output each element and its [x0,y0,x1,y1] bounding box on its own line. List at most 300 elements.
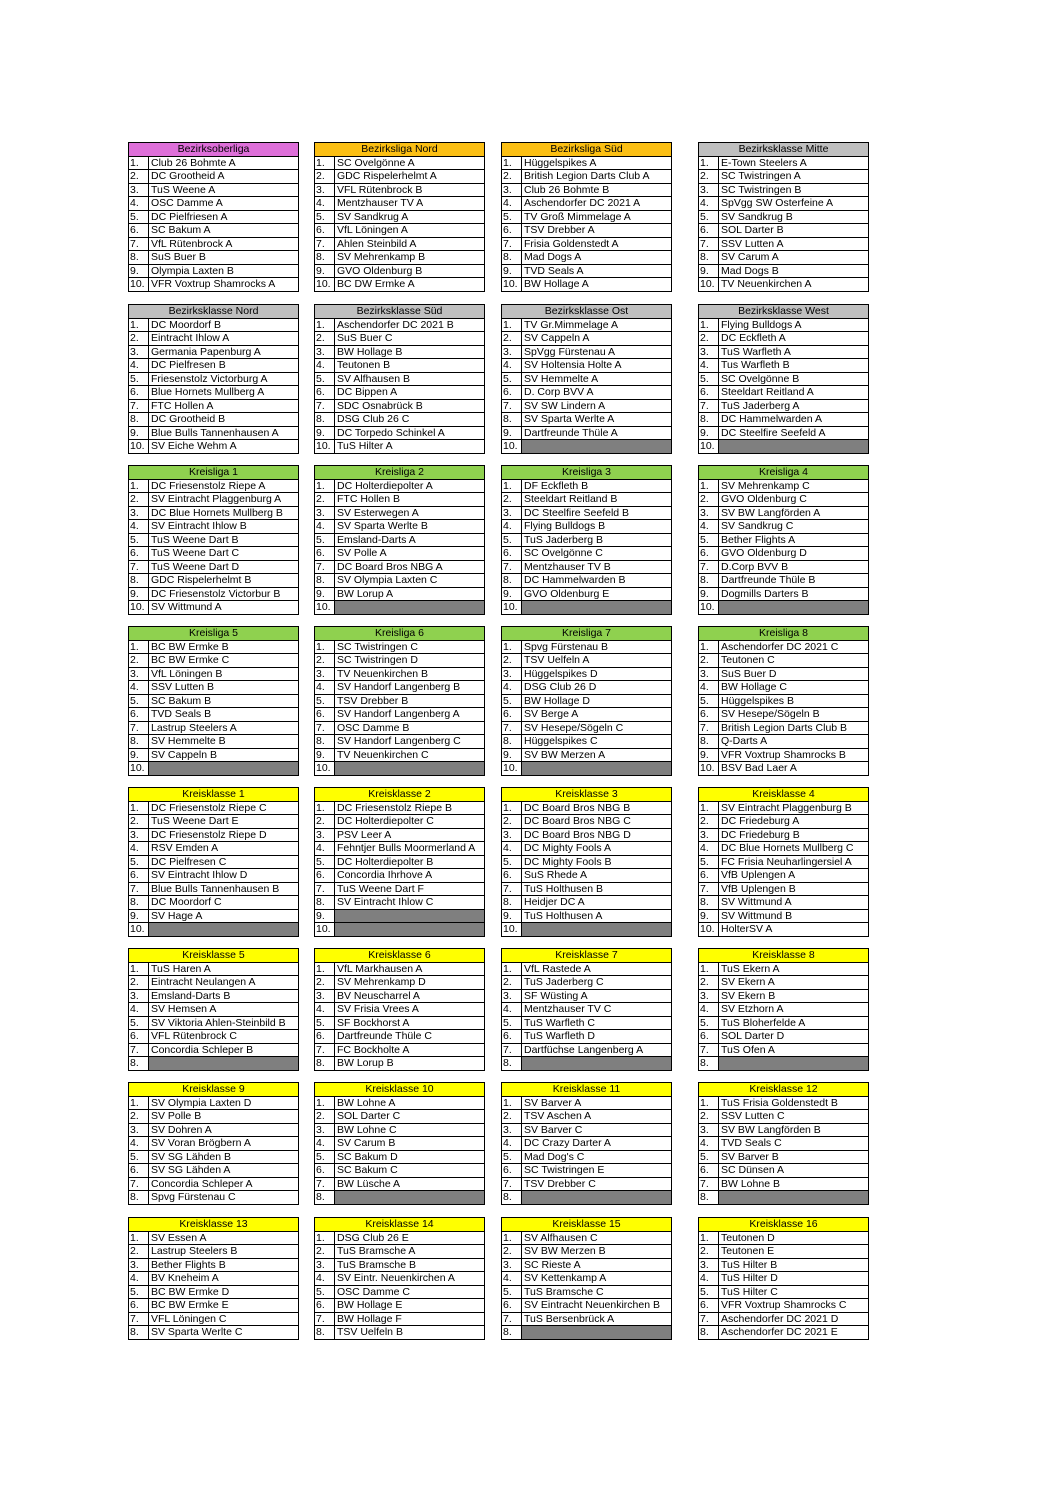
team-row [315,748,485,762]
team-name: TSV Drebber B [335,694,485,708]
team-row [315,318,485,332]
team-name: DC Steelfire Seefeld B [522,506,672,520]
team-name: Spvg Fürstenau C [149,1191,299,1205]
team-row [699,547,869,561]
team-name: Dartfreunde Thüle B [719,574,869,588]
team-row [699,896,869,910]
team-name: SuS Buer B [149,251,299,265]
rank-number: 8. [699,574,719,588]
team-row [129,882,299,896]
rank-number: 6. [129,547,149,561]
team-name: SC Ovelgönne A [335,156,485,170]
rank-number: 1. [699,640,719,654]
team-name: SV Alfhausen B [335,372,485,386]
team-name: SV BW Langförden A [719,506,869,520]
league-title: Bezirksklasse Süd [315,305,485,319]
team-row [502,667,672,681]
team-name: Concordia Ihrhove A [335,869,485,883]
team-name: SpVgg Fürstenau A [522,345,672,359]
team-name: DC Grootheid B [149,413,299,427]
team-name: GDC Rispelerhelmt A [335,170,485,184]
rank-number: 1. [315,962,335,976]
rank-number: 1. [315,801,335,815]
league-table [501,1217,672,1340]
team-row [129,1258,299,1272]
team-name: VfL Rütenbrock A [149,237,299,251]
team-name: SF Wüsting A [522,989,672,1003]
team-name: GVO Oldenburg C [719,493,869,507]
team-name: GVO Oldenburg B [335,264,485,278]
rank-number: 8. [315,574,335,588]
team-name: TVD Seals B [149,708,299,722]
team-name: Lastrup Steelers B [149,1245,299,1259]
team-row [315,762,485,776]
team-row [502,801,672,815]
rank-number: 8. [699,251,719,265]
team-row [502,547,672,561]
rank-number: 10. [315,923,335,937]
team-name: DC Grootheid A [149,170,299,184]
team-name: D. Corp BVV A [522,386,672,400]
team-name: SV Hemmelte A [522,372,672,386]
team-name: SV Wittmund A [719,896,869,910]
team-name: SOL Darter D [719,1030,869,1044]
team-row [129,1285,299,1299]
team-name: Germania Papenburg A [149,345,299,359]
team-row [699,882,869,896]
team-name: DC Holterdiepolter B [335,855,485,869]
rank-number: 10. [502,601,522,615]
rank-number: 10. [129,440,149,454]
league-title: Bezirksklasse Ost [502,305,672,319]
team-row [129,1096,299,1110]
rank-number: 7. [315,399,335,413]
rank-number: 7. [699,399,719,413]
team-name: DC Friesenstolz Riepe B [335,801,485,815]
rank-number: 1. [129,962,149,976]
team-row [129,318,299,332]
rank-number: 2. [699,654,719,668]
team-name: Teutonen C [719,654,869,668]
team-row [699,1123,869,1137]
league-title: Kreisliga 7 [502,627,672,641]
rank-number: 7. [502,237,522,251]
rank-number: 4. [315,359,335,373]
rank-number: 2. [699,1245,719,1259]
team-row [315,1003,485,1017]
rank-number: 8. [129,574,149,588]
rank-number: 9. [502,909,522,923]
rank-number: 6. [129,1299,149,1313]
team-name: SuS Rhede A [522,869,672,883]
team-row [129,896,299,910]
team-row [502,1030,672,1044]
team-row [129,1299,299,1313]
team-name: TSV Uelfeln B [335,1326,485,1340]
team-row [699,801,869,815]
rank-number: 3. [315,667,335,681]
team-name: VFL Rütenbrock C [149,1030,299,1044]
team-name: SV Frisia Vrees A [335,1003,485,1017]
team-row [699,1016,869,1030]
rank-number: 8. [699,896,719,910]
team-name: TuS Jaderberg C [522,976,672,990]
rank-number: 1. [129,479,149,493]
team-row [699,1057,869,1071]
team-row [315,224,485,238]
rank-number: 5. [699,533,719,547]
rank-number: 3. [502,183,522,197]
team-row [315,1016,485,1030]
team-row [502,1096,672,1110]
team-name: Hüggelspikes B [719,694,869,708]
team-row [699,1312,869,1326]
rank-number: 3. [129,667,149,681]
team-row [129,1245,299,1259]
team-name: OSC Damme B [335,721,485,735]
team-name: DC Friedeburg A [719,815,869,829]
empty-slot [522,1326,672,1340]
team-name: BC BW Ermke B [149,640,299,654]
team-row [129,210,299,224]
team-row [129,386,299,400]
team-name: Q-Darts A [719,735,869,749]
team-name: DC Blue Hornets Mullberg B [149,506,299,520]
team-name: SV Hemmelte B [149,735,299,749]
rank-number: 4. [315,1272,335,1286]
team-row [315,183,485,197]
team-name: SV Eintracht Ihlow D [149,869,299,883]
rank-number: 2. [315,815,335,829]
team-row [129,694,299,708]
rank-number: 2. [315,493,335,507]
team-name: DC Bippen A [335,386,485,400]
team-name: BW Hollage D [522,694,672,708]
rank-number: 9. [699,909,719,923]
team-name: DC Mighty Fools A [522,842,672,856]
league-table [698,1217,869,1340]
team-row [699,318,869,332]
team-row [129,506,299,520]
league-table [501,787,672,937]
team-row [129,372,299,386]
rank-number: 8. [502,1326,522,1340]
team-name: DC Hammelwarden B [522,574,672,588]
league-title: Bezirksklasse Mitte [699,143,869,157]
team-row [129,748,299,762]
team-row [502,1043,672,1057]
team-row [699,1003,869,1017]
team-row [315,989,485,1003]
team-name: DC Pielfresen B [149,359,299,373]
team-row [699,264,869,278]
team-row [315,237,485,251]
team-row [315,681,485,695]
rank-number: 6. [502,1030,522,1044]
team-name: Blue Bulls Tannenhausen A [149,426,299,440]
rank-number: 8. [315,1057,335,1071]
rank-number: 6. [502,869,522,883]
rank-number: 7. [129,399,149,413]
team-name: DSG Club 26 E [335,1231,485,1245]
team-name: Concordia Schleper A [149,1177,299,1191]
league-table [501,1082,672,1205]
team-row [699,708,869,722]
team-row [502,601,672,615]
team-name: SV Eintracht Ihlow B [149,520,299,534]
team-row [699,735,869,749]
league-table [314,626,485,776]
team-row [502,1258,672,1272]
team-name: SV Essen A [149,1231,299,1245]
rank-number: 4. [315,1003,335,1017]
team-name: SV Handorf Langenberg A [335,708,485,722]
rank-number: 6. [699,708,719,722]
rank-number: 2. [699,815,719,829]
rank-number: 8. [315,735,335,749]
rank-number: 6. [699,1164,719,1178]
team-name: TuS Weene A [149,183,299,197]
team-row [502,210,672,224]
rank-number: 3. [129,828,149,842]
team-name: TuS Hilter C [719,1285,869,1299]
team-name: SV Eintracht Ihlow C [335,896,485,910]
rank-number: 5. [502,694,522,708]
team-row [502,909,672,923]
team-row [699,1137,869,1151]
rank-number: 2. [129,493,149,507]
rank-number: 7. [129,560,149,574]
league-table [128,787,299,937]
rank-number: 8. [502,251,522,265]
team-name: TuS Weene Dart D [149,560,299,574]
rank-number: 8. [129,251,149,265]
team-name: HolterSV A [719,923,869,937]
team-row [699,1030,869,1044]
rank-number: 1. [699,1231,719,1245]
team-name: SV Dohren A [149,1123,299,1137]
rank-number: 8. [315,1326,335,1340]
team-row [699,1164,869,1178]
team-row [502,1272,672,1286]
team-row [699,426,869,440]
team-row [315,1043,485,1057]
team-name: Aschendorfer DC 2021 E [719,1326,869,1340]
rank-number: 7. [502,721,522,735]
team-name: DC Moordorf C [149,896,299,910]
team-row [502,574,672,588]
rank-number: 7. [129,721,149,735]
team-row [315,251,485,265]
team-name: BSV Bad Laer A [719,762,869,776]
rank-number: 5. [699,210,719,224]
team-row [129,426,299,440]
team-name: TuS Weene Dart C [149,547,299,561]
team-row [502,1326,672,1340]
team-name: SuS Buer D [719,667,869,681]
team-row [502,197,672,211]
team-name: SC Bakum B [149,694,299,708]
rank-number: 3. [502,506,522,520]
team-row [699,386,869,400]
league-title: Kreisklasse 5 [129,949,299,963]
team-row [502,318,672,332]
rank-number: 2. [699,493,719,507]
league-title: Kreisklasse 3 [502,788,672,802]
rank-number: 6. [699,224,719,238]
team-row [315,1030,485,1044]
team-name: DC Board Bros NBG A [335,560,485,574]
team-row [315,815,485,829]
team-row [129,560,299,574]
rank-number: 7. [129,1177,149,1191]
team-name: SV BW Merzen B [522,1245,672,1259]
team-row [129,547,299,561]
team-row [699,156,869,170]
team-row [502,170,672,184]
league-title: Kreisklasse 12 [699,1083,869,1097]
team-name: Mentzhauser TV B [522,560,672,574]
rank-number: 7. [315,1177,335,1191]
league-title: Kreisliga 8 [699,627,869,641]
rank-number: 6. [699,1299,719,1313]
team-row [502,440,672,454]
team-name: Dogmills Darters B [719,587,869,601]
rank-number: 2. [502,493,522,507]
team-row [502,762,672,776]
rank-number: 5. [699,1016,719,1030]
team-row [502,156,672,170]
rank-number: 6. [315,1299,335,1313]
rank-number: 5. [129,210,149,224]
team-name: TuS Ekern A [719,962,869,976]
rank-number: 5. [502,855,522,869]
team-name: GVO Oldenburg E [522,587,672,601]
league-title: Kreisklasse 16 [699,1218,869,1232]
league-title: Kreisklasse 2 [315,788,485,802]
team-name: Mentzhauser TV C [522,1003,672,1017]
team-row [315,1164,485,1178]
team-name: TV Groß Mimmelage A [522,210,672,224]
league-table [314,1217,485,1340]
team-row [129,855,299,869]
team-row [699,520,869,534]
team-name: Frisia Goldenstedt A [522,237,672,251]
team-row [315,721,485,735]
team-name: BW Hollage C [719,681,869,695]
team-name: Ahlen Steinbild A [335,237,485,251]
rank-number: 3. [129,1258,149,1272]
rank-number: 5. [502,1016,522,1030]
team-name: TuS Frisia Goldenstedt B [719,1096,869,1110]
rank-number: 6. [502,708,522,722]
team-row [129,278,299,292]
rank-number: 10. [699,440,719,454]
team-name: E-Town Steelers A [719,156,869,170]
team-row [699,923,869,937]
team-name: DF Eckfleth B [522,479,672,493]
rank-number: 7. [502,1043,522,1057]
team-name: Steeldart Reitland A [719,386,869,400]
team-row [699,1299,869,1313]
team-name: SV Olympia Laxten C [335,574,485,588]
empty-slot [522,601,672,615]
rank-number: 8. [129,1057,149,1071]
team-row [129,251,299,265]
rank-number: 2. [502,815,522,829]
team-name: TV Gr.Mimmelage A [522,318,672,332]
rank-number: 6. [129,1164,149,1178]
rank-number: 7. [315,237,335,251]
rank-number: 6. [502,1164,522,1178]
team-name: Aschendorfer DC 2021 D [719,1312,869,1326]
team-name: Mad Dog's C [522,1150,672,1164]
team-name: SV Ekern B [719,989,869,1003]
league-title: Kreisklasse 14 [315,1218,485,1232]
rank-number: 5. [315,1285,335,1299]
team-row [129,1231,299,1245]
rank-number: 7. [699,1043,719,1057]
league-table [128,948,299,1071]
team-name: Tus Warfleth B [719,359,869,373]
team-row [502,386,672,400]
team-name: VfB Uplengen B [719,882,869,896]
team-row [129,197,299,211]
team-row [699,694,869,708]
team-row [699,962,869,976]
rank-number: 9. [129,426,149,440]
team-name: Eintracht Neulangen A [149,976,299,990]
team-name: SV SG Lähden A [149,1164,299,1178]
team-row [129,237,299,251]
team-row [502,855,672,869]
team-name: SOL Darter B [719,224,869,238]
league-table [698,1082,869,1205]
team-row [699,989,869,1003]
team-row [699,667,869,681]
rank-number: 7. [502,399,522,413]
rank-number: 3. [699,828,719,842]
rank-number: 4. [129,681,149,695]
team-name: Mad Dogs A [522,251,672,265]
empty-slot [522,1057,672,1071]
rank-number: 9. [315,587,335,601]
team-name: TuS Holthusen B [522,882,672,896]
rank-number: 2. [502,654,522,668]
team-name: VfL Löningen B [149,667,299,681]
team-row [699,909,869,923]
team-row [129,1043,299,1057]
rank-number: 8. [699,735,719,749]
team-row [699,681,869,695]
team-row [129,413,299,427]
league-table [501,142,672,292]
team-name: Steeldart Reitland B [522,493,672,507]
team-row [699,533,869,547]
rank-number: 5. [699,1150,719,1164]
team-row [502,842,672,856]
team-name: Club 26 Bohmte A [149,156,299,170]
rank-number: 3. [699,183,719,197]
team-name: Dartfüchse Langenberg A [522,1043,672,1057]
team-row [315,1177,485,1191]
rank-number: 3. [502,989,522,1003]
team-row [315,842,485,856]
team-name: SV Wittmund A [149,601,299,615]
team-name: Mentzhauser TV A [335,197,485,211]
rank-number: 4. [699,1272,719,1286]
team-row [502,1057,672,1071]
